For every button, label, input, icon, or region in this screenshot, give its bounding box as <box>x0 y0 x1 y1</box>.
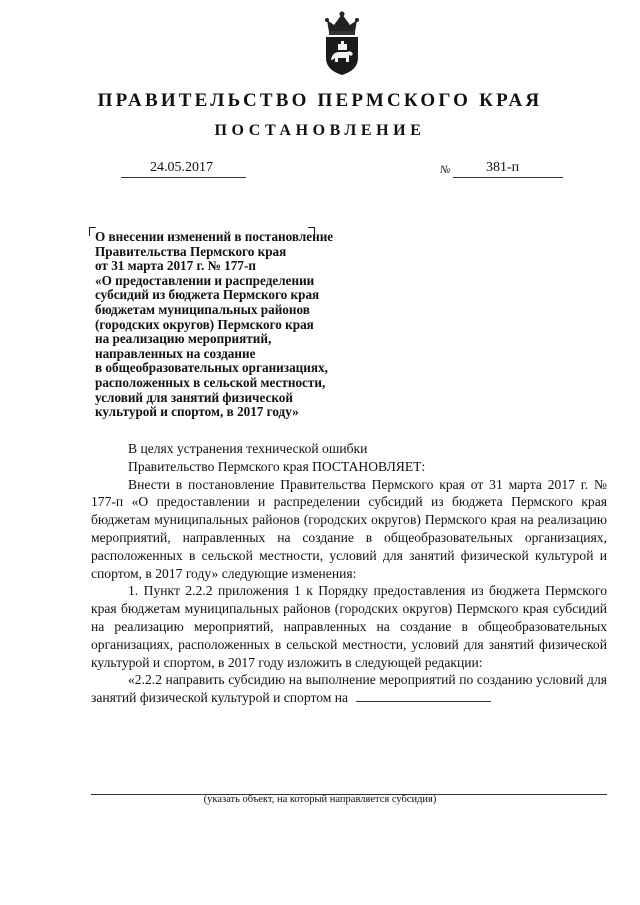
document-number: 381-п <box>486 160 520 175</box>
subject-line: (городских округов) Пермского края <box>95 316 314 332</box>
perm-krai-coat-of-arms-icon <box>321 10 363 76</box>
subject-line: расположенных в сельской местности, <box>95 374 326 390</box>
subject-line: на реализацию мероприятий, <box>95 331 272 347</box>
subject-line: условий для занятий физической <box>95 389 293 405</box>
field-caption: (указать объект, на который направляется субсидия) <box>203 794 437 805</box>
subject-line: бюджетам муниципальных районов <box>95 301 310 317</box>
subject-line: Правительства Пермского края <box>95 243 287 259</box>
document-subject <box>95 230 395 420</box>
body-paragraph-last <box>91 671 607 707</box>
government-title: ПРАВИТЕЛЬСТВО ПЕРМСКОГО КРАЯ <box>97 90 543 111</box>
document-date: 24.05.2017 <box>150 160 213 175</box>
body-paragraph: Внести в постановление Правительства Пермского края от 31 марта 2017 г. № 177-п «О предоставлении и распределении субсидий из бюджета Пермского края бюджетам муниципальных районов (городских округов) Пермского края на реализацию мероприятий, направленных на создание в общеобразовательных организациях, расположенных в сельской местности, условий для занятий физической культурой и спортом, в 2017 году» следующие изменения: <box>91 476 607 581</box>
subject-line: О внесении изменений в постановление <box>95 229 334 244</box>
number-sign: № <box>440 164 451 176</box>
body-paragraph: 1. Пункт 2.2.2 приложения 1 к Порядку предоставления из бюджета Пермского края бюджетам муниципальных районов (городских округов) Пермского края субсидий на реализацию мероприятий, направленных на создание в общеобразовательных организациях, расположенных в сельской местности, условий для занятий физической культурой и спортом, в 2017 году изложить в следующей редакции: <box>91 583 607 670</box>
body-paragraph-text: «2.2.2 направить субсидию на выполнение мероприятий по созданию условий для занятий физической культурой и спортом на <box>91 672 607 706</box>
body-paragraph: Правительство Пермского края ПОСТАНОВЛЯЕТ: <box>128 458 426 474</box>
subject-line: субсидий из бюджета Пермского края <box>95 287 320 303</box>
date-underline <box>121 177 246 178</box>
subject-line: культурой и спортом, в 2017 году» <box>95 404 299 420</box>
subject-line: в общеобразовательных организациях, <box>95 360 328 376</box>
object-fill-line <box>356 690 491 702</box>
number-underline <box>453 177 563 178</box>
document-body <box>91 440 607 707</box>
body-paragraph: В целях устранения технической ошибки <box>128 441 368 456</box>
subject-line: «О предоставлении и распределении <box>95 272 315 288</box>
subject-line: направленных на создание <box>95 345 256 361</box>
document-type-title: ПОСТАНОВЛЕНИЕ <box>214 122 426 139</box>
subject-line: от 31 марта 2017 г. № 177-п <box>95 258 256 274</box>
